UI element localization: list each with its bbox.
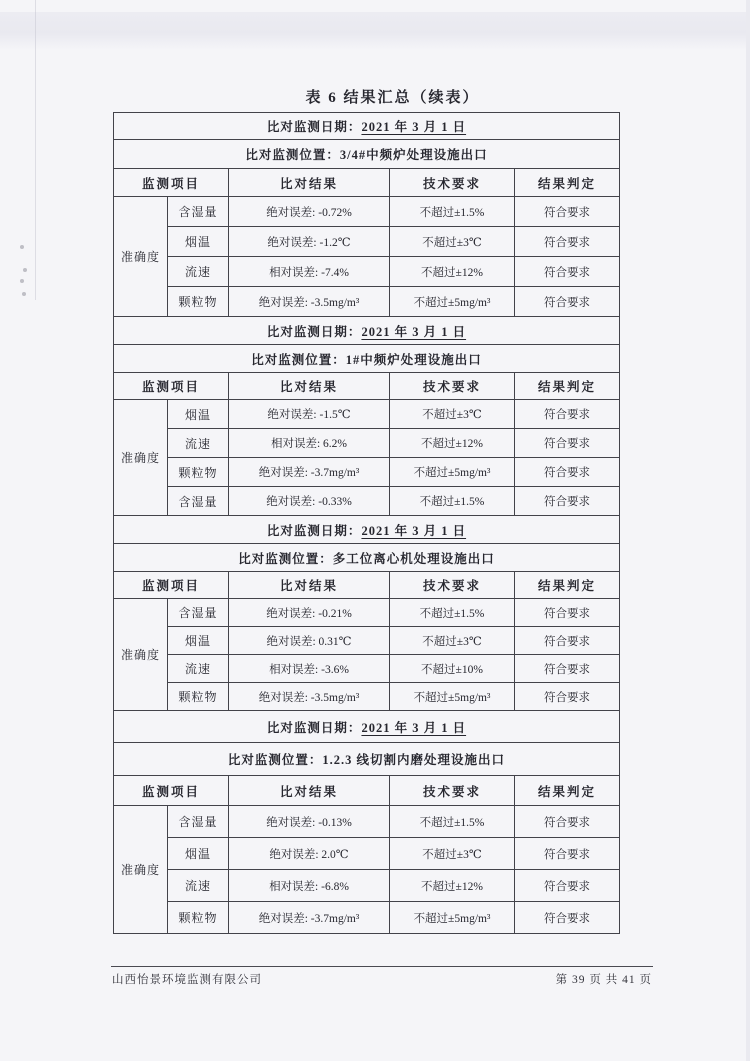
result-cell: 绝对误差: -0.72% [229,197,390,227]
header-judgement: 结果判定 [515,776,620,806]
item-cell: 含湿量 [168,197,229,227]
page-footer [112,971,652,987]
item-cell: 含湿量 [168,487,229,516]
header-item: 监测项目 [114,373,229,400]
monitoring-date-cell [114,113,620,140]
date-value: 2021 年 3 月 1 日 [361,720,467,735]
monitoring-position-cell: 比对监测位置：1#中频炉处理设施出口 [114,345,620,373]
results-summary-table [113,112,620,934]
monitoring-position-row [114,743,620,776]
scan-speck [20,279,24,283]
result-cell: 绝对误差: -0.33% [229,487,390,516]
judgement-cell: 符合要求 [515,458,620,487]
table-row [114,627,620,655]
requirement-cell: 不超过±1.5% [390,487,515,516]
table-row [114,487,620,516]
header-result: 比对结果 [229,373,390,400]
scan-speck [20,245,24,249]
requirement-cell: 不超过±3℃ [390,227,515,257]
header-item: 监测项目 [114,776,229,806]
requirement-cell: 不超过±12% [390,429,515,458]
scan-shading-band [0,12,750,50]
monitoring-position-row [114,140,620,169]
monitoring-date-cell [114,317,620,345]
category-cell: 准确度 [114,806,168,934]
header-requirement: 技术要求 [390,373,515,400]
monitoring-date-row [114,317,620,345]
table-row [114,287,620,317]
requirement-cell: 不超过±5mg/m³ [390,287,515,317]
item-cell: 颗粒物 [168,287,229,317]
monitoring-position-cell: 比对监测位置：多工位离心机处理设施出口 [114,544,620,572]
judgement-cell: 符合要求 [515,902,620,934]
judgement-cell: 符合要求 [515,227,620,257]
requirement-cell: 不超过±1.5% [390,806,515,838]
judgement-cell: 符合要求 [515,655,620,683]
result-cell: 相对误差: 6.2% [229,429,390,458]
judgement-cell: 符合要求 [515,870,620,902]
date-label: 比对监测日期： [266,720,362,735]
item-cell: 烟温 [168,838,229,870]
table-row [114,599,620,627]
requirement-cell: 不超过±5mg/m³ [390,902,515,934]
table-row [114,429,620,458]
item-cell: 流速 [168,257,229,287]
result-cell: 绝对误差: 0.31℃ [229,627,390,655]
table-row [114,197,620,227]
header-result: 比对结果 [229,572,390,599]
monitoring-position-cell: 比对监测位置：3/4#中频炉处理设施出口 [114,140,620,169]
item-cell: 流速 [168,870,229,902]
table-row [114,838,620,870]
table-section-1 [114,113,620,317]
result-cell: 绝对误差: -0.21% [229,599,390,627]
judgement-cell: 符合要求 [515,400,620,429]
requirement-cell: 不超过±12% [390,257,515,287]
page-title: 表 6 结果汇总（续表） [305,90,480,106]
scan-speck [23,268,27,272]
result-cell: 绝对误差: -0.13% [229,806,390,838]
header-item: 监测项目 [114,169,229,197]
table-row [114,806,620,838]
result-cell: 绝对误差: -1.5℃ [229,400,390,429]
requirement-cell: 不超过±10% [390,655,515,683]
header-requirement: 技术要求 [390,776,515,806]
monitoring-position-row [114,544,620,572]
requirement-cell: 不超过±3℃ [390,627,515,655]
scan-fold-line [35,0,36,300]
header-result: 比对结果 [229,169,390,197]
header-judgement: 结果判定 [515,169,620,197]
judgement-cell: 符合要求 [515,599,620,627]
result-cell: 绝对误差: -1.2℃ [229,227,390,257]
monitoring-date-cell [114,711,620,743]
table-header-row [114,169,620,197]
scan-speck [22,292,26,296]
table-header-row [114,572,620,599]
result-cell: 绝对误差: -3.5mg/m³ [229,287,390,317]
header-item: 监测项目 [114,572,229,599]
monitoring-date-row [114,711,620,743]
item-cell: 颗粒物 [168,458,229,487]
item-cell: 烟温 [168,400,229,429]
judgement-cell: 符合要求 [515,197,620,227]
item-cell: 烟温 [168,627,229,655]
requirement-cell: 不超过±5mg/m³ [390,458,515,487]
result-cell: 相对误差: -3.6% [229,655,390,683]
table-header-row [114,776,620,806]
footer-divider [111,966,653,967]
requirement-cell: 不超过±1.5% [390,599,515,627]
date-value: 2021 年 3 月 1 日 [361,120,467,134]
judgement-cell: 符合要求 [515,838,620,870]
table-header-row [114,373,620,400]
header-requirement: 技术要求 [390,169,515,197]
requirement-cell: 不超过±3℃ [390,400,515,429]
header-judgement: 结果判定 [515,373,620,400]
category-cell: 准确度 [114,197,168,317]
monitoring-date-row [114,516,620,544]
result-cell: 绝对误差: -3.5mg/m³ [229,683,390,711]
date-label: 比对监测日期： [266,120,362,134]
judgement-cell: 符合要求 [515,429,620,458]
monitoring-date-row [114,113,620,140]
item-cell: 含湿量 [168,806,229,838]
table-row [114,683,620,711]
header-judgement: 结果判定 [515,572,620,599]
item-cell: 颗粒物 [168,683,229,711]
table-section-4 [114,711,620,934]
table-row [114,458,620,487]
date-value: 2021 年 3 月 1 日 [361,523,467,538]
table-row [114,655,620,683]
scan-edge-shading [746,0,750,1061]
item-cell: 烟温 [168,227,229,257]
table-row [114,400,620,429]
judgement-cell: 符合要求 [515,287,620,317]
item-cell: 流速 [168,655,229,683]
table-row [114,902,620,934]
result-cell: 相对误差: -7.4% [229,257,390,287]
header-requirement: 技术要求 [390,572,515,599]
item-cell: 含湿量 [168,599,229,627]
table-section-2 [114,317,620,516]
date-label: 比对监测日期： [266,523,362,538]
table-row [114,257,620,287]
requirement-cell: 不超过±3℃ [390,838,515,870]
table-row [114,227,620,257]
requirement-cell: 不超过±5mg/m³ [390,683,515,711]
page-number: 第 39 页 共 41 页 [555,974,652,986]
result-cell: 绝对误差: -3.7mg/m³ [229,902,390,934]
item-cell: 颗粒物 [168,902,229,934]
judgement-cell: 符合要求 [515,683,620,711]
judgement-cell: 符合要求 [515,487,620,516]
monitoring-date-cell [114,516,620,544]
table-section-3 [114,516,620,711]
requirement-cell: 不超过±1.5% [390,197,515,227]
monitoring-position-cell: 比对监测位置：1.2.3 线切割内磨处理设施出口 [114,743,620,776]
result-cell: 绝对误差: 2.0℃ [229,838,390,870]
requirement-cell: 不超过±12% [390,870,515,902]
result-cell: 绝对误差: -3.7mg/m³ [229,458,390,487]
judgement-cell: 符合要求 [515,257,620,287]
category-cell: 准确度 [114,400,168,516]
result-cell: 相对误差: -6.8% [229,870,390,902]
judgement-cell: 符合要求 [515,806,620,838]
header-result: 比对结果 [229,776,390,806]
company-name: 山西怡景环境监测有限公司 [112,974,262,986]
judgement-cell: 符合要求 [515,627,620,655]
table-row [114,870,620,902]
monitoring-position-row [114,345,620,373]
item-cell: 流速 [168,429,229,458]
date-value: 2021 年 3 月 1 日 [361,324,467,339]
category-cell: 准确度 [114,599,168,711]
date-label: 比对监测日期： [266,324,362,339]
